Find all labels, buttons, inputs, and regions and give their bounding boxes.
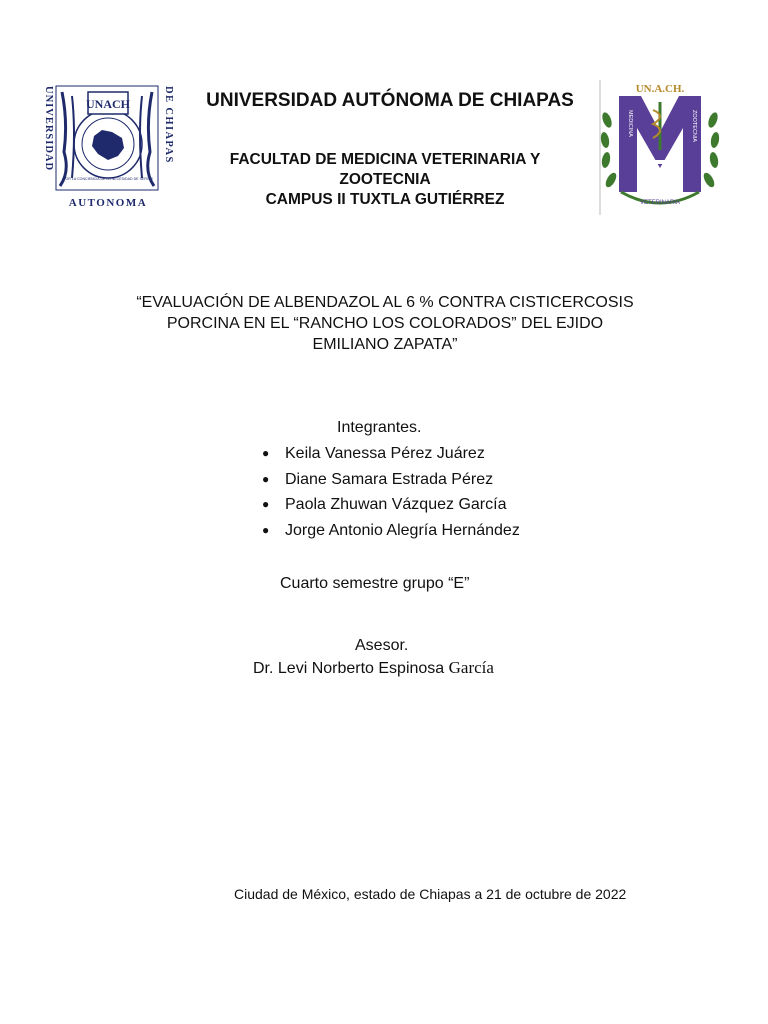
members-list xyxy=(262,441,520,543)
advisor-given-name: Dr. Levi Norberto Espinosa xyxy=(253,660,445,677)
logo-unach-label: UNACH xyxy=(86,97,130,111)
advisor-label: Asesor. xyxy=(355,637,409,654)
list-item xyxy=(262,467,520,493)
faculty-line-1: FACULTAD DE MEDICINA VETERINARIA Y xyxy=(229,151,541,168)
advisor-name xyxy=(253,658,494,678)
logo-right-bottom-text: VETERINARIA xyxy=(639,200,681,206)
member-name: Keila Vanessa Pérez Juárez xyxy=(285,445,485,462)
advisor-surname: García xyxy=(448,658,494,677)
logo-right-left-text: MEDICINA xyxy=(627,110,633,137)
thesis-title-line-3: EMILIANO ZAPATA” xyxy=(312,336,458,353)
logo-left-side-text: UNIVERSIDAD xyxy=(43,86,54,172)
list-item xyxy=(262,518,520,544)
member-name: Jorge Antonio Alegría Hernández xyxy=(285,521,520,539)
logo-right-top-text: UN.A.CH. xyxy=(635,83,685,95)
bullet-icon: ● xyxy=(262,522,270,537)
logo-right-right-text: ZOOTECNIA xyxy=(691,110,697,143)
bullet-icon: ● xyxy=(262,497,270,511)
thesis-title-line-2: PORCINA EN EL “RANCHO LOS COLORADOS” DEL EJIDO xyxy=(166,315,604,332)
logo-motto: POR LA CONCIENCIA DE LA NECESIDAD DE SERVIR xyxy=(63,177,153,181)
list-item xyxy=(262,492,520,518)
university-title: UNIVERSIDAD AUTÓNOMA DE CHIAPAS xyxy=(206,90,574,111)
list-item xyxy=(262,441,520,467)
members-label: Integrantes. xyxy=(337,419,422,436)
member-name: Diane Samara Estrada Pérez xyxy=(285,470,494,488)
bullet-icon: ● xyxy=(262,446,270,460)
faculty-line-2: ZOOTECNIA xyxy=(339,171,431,188)
campus-line: CAMPUS II TUXTLA GUTIÉRREZ xyxy=(265,191,505,208)
member-name: Paola Zhuwan Vázquez García xyxy=(285,496,507,513)
logo-bottom-text: AUTONOMA xyxy=(68,197,148,209)
semester-group: Cuarto semestre grupo “E” xyxy=(280,575,470,592)
thesis-title xyxy=(80,292,690,355)
bullet-icon: ● xyxy=(262,471,270,486)
fmvz-faculty-logo xyxy=(597,80,723,215)
logo-right-side-text: DE CHIAPAS xyxy=(163,86,174,164)
faculty-block xyxy=(150,150,620,210)
thesis-title-line-1: “EVALUACIÓN DE ALBENDAZOL AL 6 % CONTRA CISTICERCOSIS xyxy=(136,294,634,311)
place-date: Ciudad de México, estado de Chiapas a 21 de octubre de 2022 xyxy=(234,886,627,902)
